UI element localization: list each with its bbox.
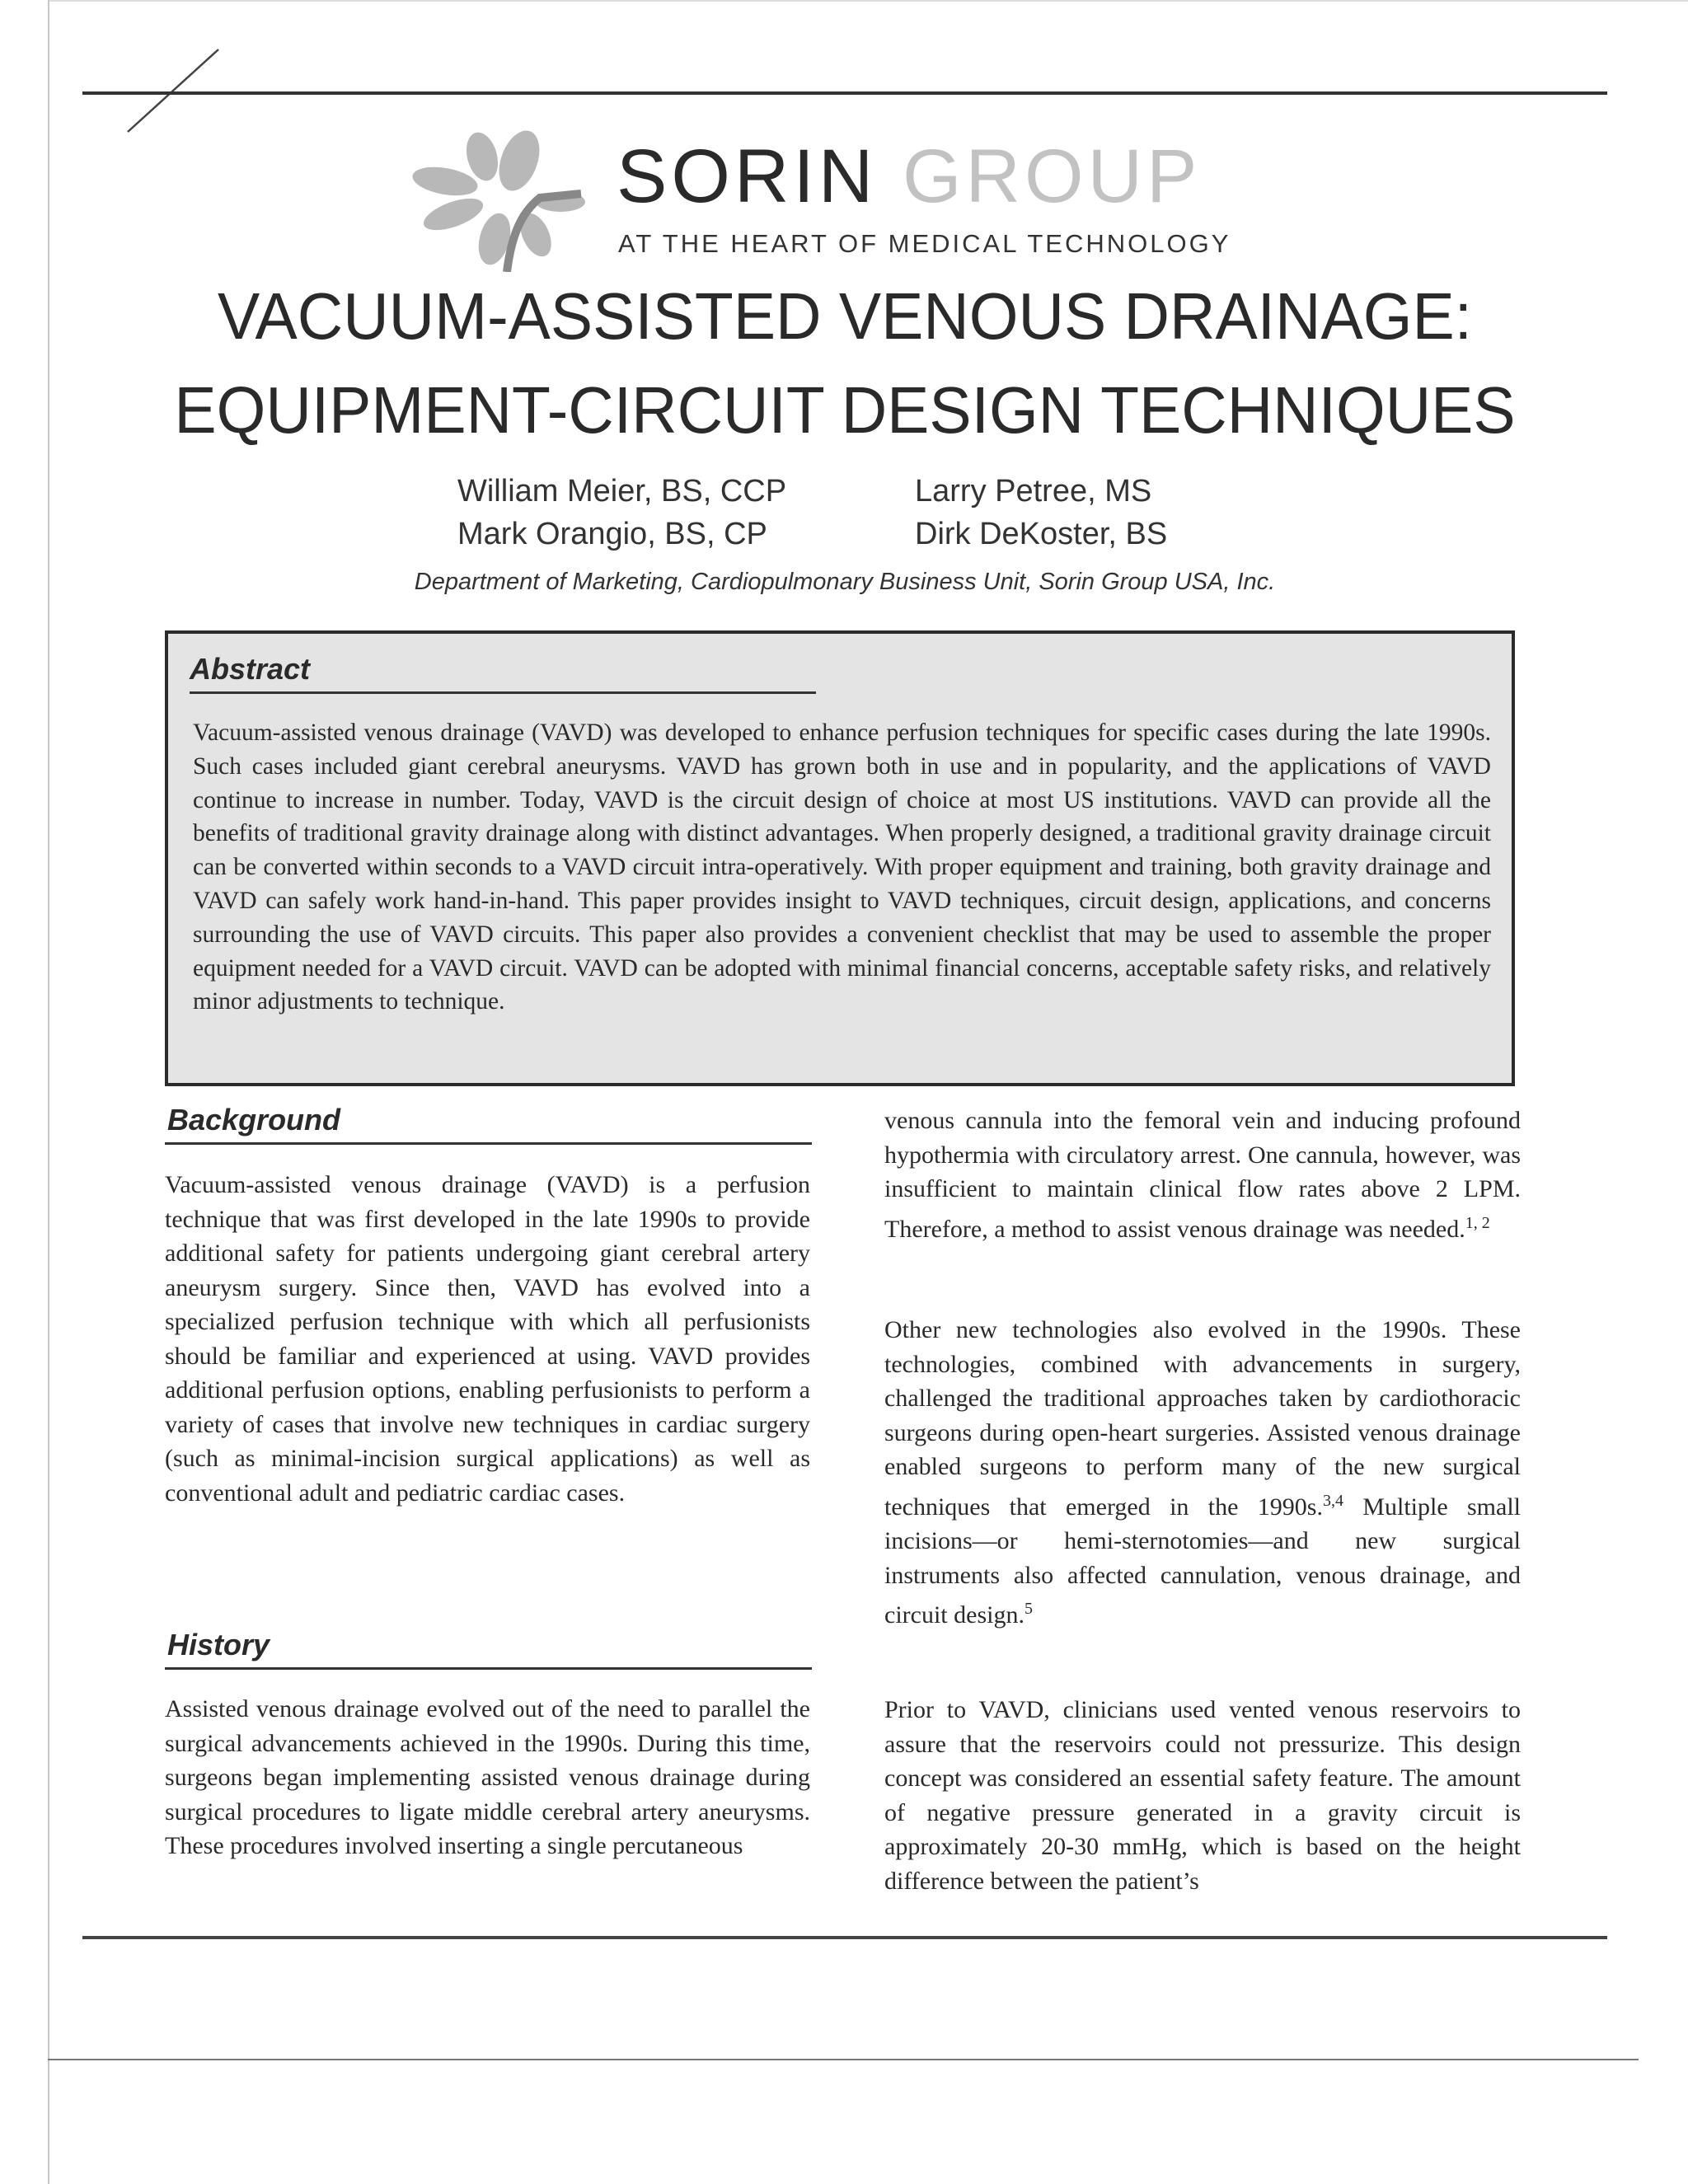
history-text: Assisted venous drainage evolved out of the need to parallel the surgical advancements achieved in the 1990s. During this time, surgeons began implementing assisted venous drainage during surgical procedures to ligate middle cerebral artery aneurysms. These procedures involved inserting a single percutaneous <box>165 1695 810 1859</box>
abstract-heading-rule <box>190 691 816 694</box>
paragraph-text: Other new technologies also evolved in the 1990s. These technologies, combined with advancements in surgery, challenged the traditional approaches taken by cardiothoracic surgeons during open-heart surgeries. Assisted venous drainage enabled surgeons to perform many of the new surgical techniques that emerged in the 1990s. <box>884 1316 1521 1521</box>
background-heading-rule <box>165 1142 812 1145</box>
scan-edge-bottom <box>48 2059 1639 2060</box>
scan-edge-top <box>48 0 1688 2</box>
abstract-text: Vacuum-assisted venous drainage (VAVD) was developed to enhance perfusion techniques for specific cases during the late 1990s. Such cases included giant cerebral aneurysms. VAVD has grown both in use and in popularity, and the applications of VAVD continue to increase in number. Today, VAVD is the circuit design of choice at most US institutions. VAVD can provide all the benefits of traditional gravity drainage along with distinct advantages. When properly designed, a traditional gravity drainage circuit can be converted within seconds to a VAVD circuit intra-operatively. With proper equipment and training, both gravity drainage and VAVD can safely work hand-in-hand. This paper provides insight to VAVD techniques, circuit design, applications, and concerns surrounding the use of VAVD circuits. This paper also provides a convenient checklist that may be used to assemble the proper equipment needed for a VAVD circuit. VAVD can be adopted with minimal financial concerns, acceptable safety risks, and relatively minor adjustments to technique. <box>193 719 1491 1015</box>
logo-name-main: SORIN <box>617 134 878 218</box>
header-rule <box>82 91 1607 95</box>
background-heading: Background <box>167 1103 341 1137</box>
paper-title-line-1: VACUUM-ASSISTED VENOUS DRAINAGE: <box>217 279 1473 353</box>
scan-edge-left <box>48 0 49 2184</box>
sorin-leaf-icon <box>396 124 593 272</box>
logo-tagline: AT THE HEART OF MEDICAL TECHNOLOGY <box>618 229 1231 258</box>
background-text: Vacuum-assisted venous drainage (VAVD) is a perfusion technique that was first developed in the late 1990s to provide additional safety for patients undergoing giant cerebral artery aneurysm surgery. Since then, VAVD has evolved into a specialized perfusion technique with which all perfusionists should be familiar and experienced at using. VAVD provides additional perfusion options, enabling perfusionists to perform a variety of cases that involve new techniques in cardiac surgery (such as minimal-incision surgical applications) as well as conventional adult and pediatric cardiac cases. <box>165 1171 810 1507</box>
history-heading: History <box>167 1628 270 1661</box>
reference-superscript: 1, 2 <box>1465 1213 1490 1232</box>
pen-mark-icon <box>124 45 223 136</box>
paragraph-text: Multiple small incisions—or hemi-sternotomies—and new surgical instruments also affected cannulation, venous drainage, and circuit design. <box>884 1493 1521 1629</box>
logo-name-sub: GROUP <box>902 134 1202 218</box>
history-heading-rule <box>165 1667 812 1670</box>
abstract-box <box>165 630 1515 1086</box>
author-affiliation: Department of Marketing, Cardiopulmonary Business Unit, Sorin Group USA, Inc. <box>414 569 1276 595</box>
reference-superscript: 3,4 <box>1322 1491 1343 1510</box>
paper-title-line-2: EQUIPMENT-CIRCUIT DESIGN TECHNIQUES <box>174 373 1516 447</box>
abstract-heading: Abstract <box>190 652 311 686</box>
logo-wordmark <box>617 134 1201 220</box>
author-name: Larry Petree, MS <box>915 474 1152 509</box>
author-name: William Meier, BS, CCP <box>457 474 787 509</box>
author-name: Dirk DeKoster, BS <box>915 517 1168 551</box>
reference-superscript: 5 <box>1024 1600 1033 1618</box>
paragraph-text: venous cannula into the femoral vein and inducing profound hypothermia with circulatory arrest. One cannula, however, was insufficient to maintain clinical flow rates above 2 LPM. Therefore, a method to assist venous drainage was needed. <box>884 1107 1521 1243</box>
author-name: Mark Orangio, BS, CP <box>457 517 767 551</box>
right-column-paragraph <box>884 1104 1521 1246</box>
right-column-paragraph: Prior to VAVD, clinicians used vented venous reservoirs to assure that the reservoirs could not pressurize. This design concept was considered an essential safety feature. The amount of negative pressure generated in a gravity circuit is approximately 20-30 mmHg, which is based on the height difference between the patient’s <box>884 1696 1521 1895</box>
sorin-group-logo <box>396 124 1302 272</box>
footer-rule <box>82 1936 1607 1939</box>
right-column-paragraph <box>884 1313 1521 1633</box>
